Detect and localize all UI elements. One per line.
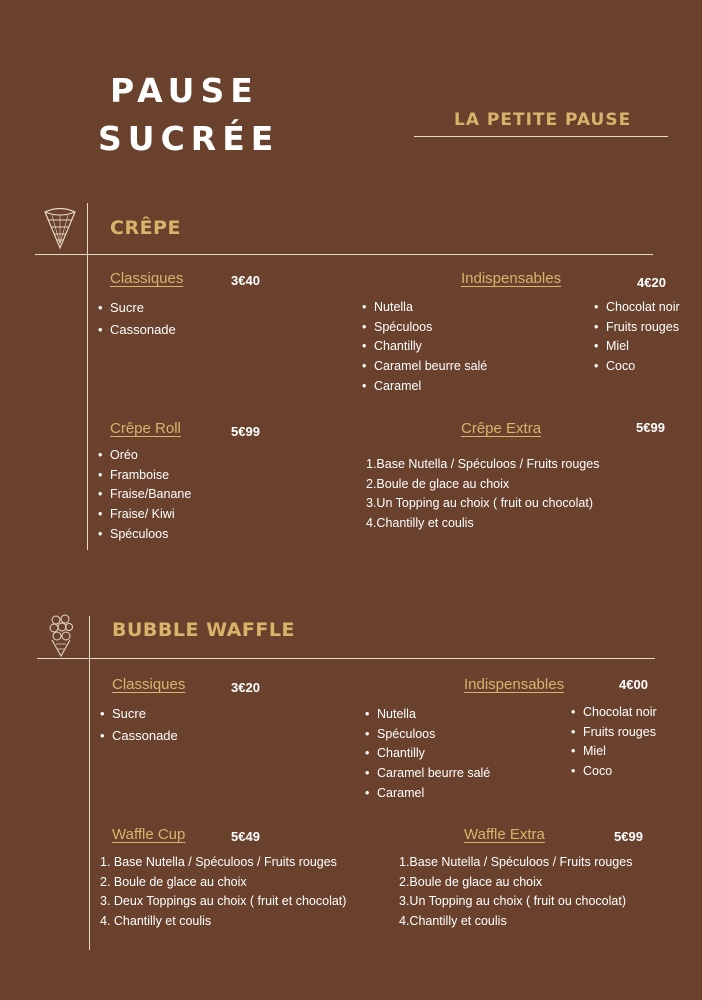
list-item: • Nutella [377, 705, 490, 725]
crepe-extra-label: Crêpe Extra [461, 420, 542, 437]
list-item: • Spéculoos [377, 725, 490, 745]
list-item: 3.Un Topping au choix ( fruit ou chocolat) [399, 894, 626, 909]
list-item: 1.Base Nutella / Spéculoos / Fruits rouges [366, 457, 600, 471]
crepe-indispensables-label: Indispensables [461, 270, 562, 287]
crepe-indispensables-list-right [606, 298, 680, 377]
list-item: • Fraise/ Kiwi [110, 505, 191, 525]
list-item: • Coco [583, 762, 657, 782]
list-item: 3.Un Topping au choix ( fruit ou chocolat) [366, 496, 593, 511]
list-item: 3. Deux Toppings au choix ( fruit et chocolat) [100, 894, 347, 909]
waffle-extra-label: Waffle Extra [464, 826, 545, 843]
waffle-cup-price: 5€49 [231, 829, 260, 844]
list-item: 2.Boule de glace au choix [399, 874, 543, 889]
list-item: 4. Chantilly et coulis [100, 914, 212, 929]
list-item: • Coco [606, 357, 680, 377]
crepe-indispensables-price: 4€20 [637, 275, 666, 290]
list-item: • Chocolat noir [606, 298, 680, 318]
waffle-cup-label: Waffle Cup [112, 826, 186, 843]
title-line-1: PAUSE [110, 71, 259, 110]
bubble-waffle-icon [47, 614, 75, 658]
list-item: • Spéculoos [374, 318, 487, 338]
waffle-classiques-label: Classiques [112, 676, 186, 693]
list-item: • Chantilly [374, 337, 487, 357]
list-item: 1.Base Nutella / Spéculoos / Fruits rouges [399, 855, 633, 869]
list-item: • Oréo [110, 446, 191, 466]
waffle-section-title: BUBBLE WAFFLE [112, 619, 295, 641]
list-item: • Cassonade [110, 319, 176, 341]
waffle-classiques-price: 3€20 [231, 680, 260, 695]
crepe-classiques-label: Classiques [110, 270, 184, 287]
waffle-cup-steps [100, 853, 346, 932]
crepe-roll-price: 5€99 [231, 424, 260, 439]
crepe-classiques-list [110, 297, 176, 341]
list-item: • Framboise [110, 466, 191, 486]
list-item: • Caramel [377, 784, 490, 804]
crepe-roll-label: Crêpe Roll [110, 420, 181, 437]
crepe-icon [42, 206, 78, 250]
crepe-section-title: CRÊPE [110, 217, 181, 239]
crepe-indispensables-list-left [374, 298, 487, 397]
list-item: • Caramel beurre salé [374, 357, 487, 377]
list-item: 4.Chantilly et coulis [366, 516, 474, 531]
waffle-indispensables-label: Indispensables [464, 676, 565, 693]
list-item: 4.Chantilly et coulis [399, 914, 507, 929]
crepe-extra-steps [366, 455, 599, 534]
list-item: 2. Boule de glace au choix [100, 874, 247, 889]
list-item: • Nutella [374, 298, 487, 318]
brand-name: LA PETITE PAUSE [454, 110, 632, 130]
list-item: • Fruits rouges [583, 723, 657, 743]
list-item: • Miel [606, 337, 680, 357]
list-item: 1. Base Nutella / Spéculoos / Fruits rouges [100, 855, 337, 869]
list-item: • Chocolat noir [583, 703, 657, 723]
waffle-indispensables-list-right [583, 703, 657, 782]
crepe-classiques-price: 3€40 [231, 273, 260, 288]
waffle-horizontal-rule [37, 658, 655, 659]
crepe-extra-price: 5€99 [636, 420, 665, 435]
crepe-roll-list [110, 446, 191, 545]
waffle-indispensables-price: 4€00 [619, 677, 648, 692]
waffle-vertical-rule [89, 616, 90, 950]
list-item: • Sucre [112, 703, 178, 725]
list-item: • Sucre [110, 297, 176, 319]
waffle-extra-steps [399, 853, 632, 932]
waffle-classiques-list [112, 703, 178, 747]
list-item: • Spéculoos [110, 525, 191, 545]
brand-underline [414, 136, 668, 137]
crepe-vertical-rule [87, 203, 88, 550]
crepe-horizontal-rule [35, 254, 653, 255]
list-item: • Fraise/Banane [110, 485, 191, 505]
waffle-indispensables-list-left [377, 705, 490, 804]
list-item: • Caramel beurre salé [377, 764, 490, 784]
list-item: • Chantilly [377, 744, 490, 764]
title-line-2: SUCRÉE [98, 119, 280, 158]
list-item: • Cassonade [112, 725, 178, 747]
list-item: • Caramel [374, 377, 487, 397]
list-item: • Fruits rouges [606, 318, 680, 338]
list-item: 2.Boule de glace au choix [366, 476, 510, 491]
waffle-extra-price: 5€99 [614, 829, 643, 844]
list-item: • Miel [583, 742, 657, 762]
